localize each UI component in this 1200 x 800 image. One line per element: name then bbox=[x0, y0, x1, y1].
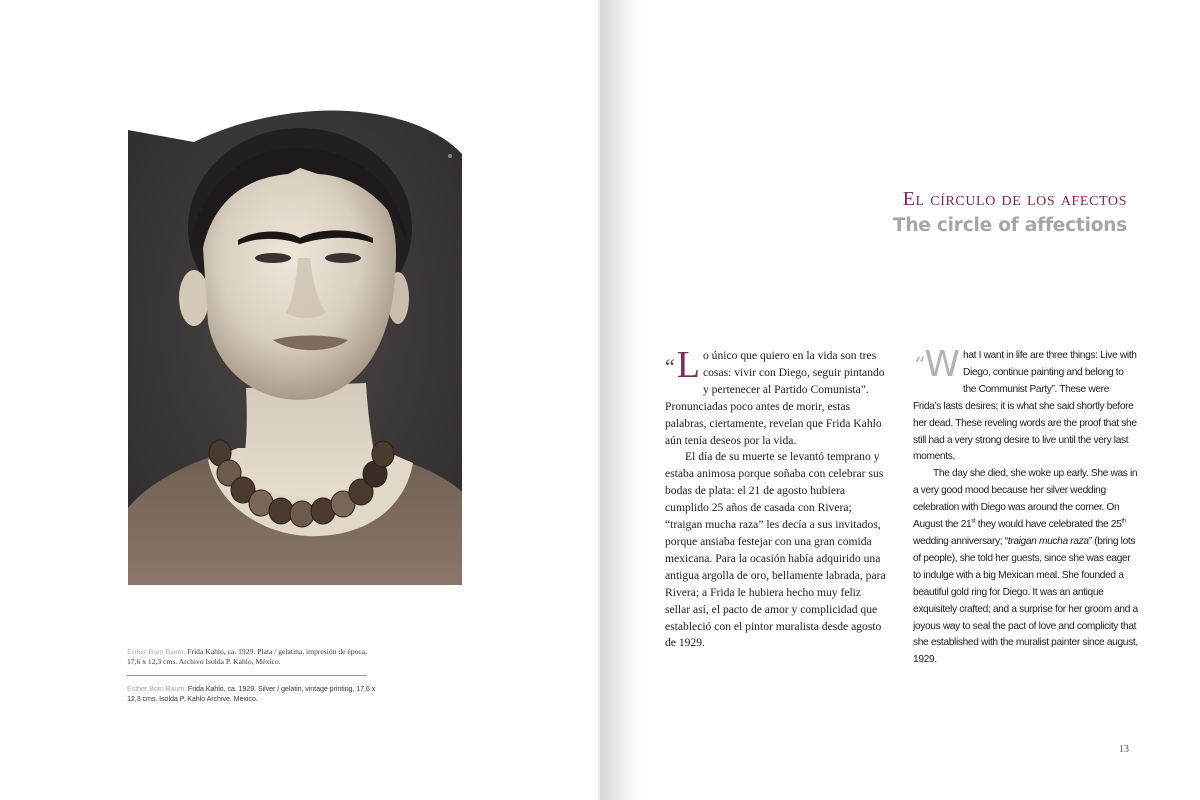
paragraph-text: they would have celebrated the 25 bbox=[975, 519, 1122, 531]
paragraph: El día de su muerte se levantó temprano y estaba animosa porque soñaba con celebrar sus bodas de plata: el 21 de agosto hubiera cumplido 25 años de casada con Rivera; “traigan mucha raza” les decía a sus invitados, porque ansiaba festejar con una gran comida mexicana. Para la ocasión había adquirido una antigua argolla de oro, bellamente labrada, para Rivera; a Frida le hubiera hecho muy feliz sellar así, el pacto de amor y complicidad que estableció con el pintor muralista desde agosto de 1929. bbox=[665, 450, 886, 650]
drop-cap-letter: L bbox=[676, 344, 700, 386]
paragraph-text: o único que quiero en la vida son tres cosas: vivir con Diego, seguir pintando y pertenecer al Partido Comunista”. Pronunciadas poco antes de morir, estas palabras, ciertamente, revelan que Frida Kahlo aún tenía deseos por la vida. bbox=[665, 349, 885, 447]
paragraph-text: The day she died, she woke up early. She was in a very good mood because her silver wedding celebration with Diego was around the corner. On August the 21 bbox=[913, 468, 1138, 531]
italic-phrase: traigan mucha raza bbox=[1007, 535, 1089, 547]
photo-caption-spanish bbox=[127, 647, 377, 667]
page-number: 13 bbox=[1119, 744, 1129, 755]
caption-credit: Esther Born Baum. bbox=[127, 647, 186, 656]
paragraph-text: ” (bring lots of people), she told her guests, since she was eager to indulge with a big Mexican meal. She founded a beautiful gold ring for Diego. It was an antique exquisitely crafted; and a surprise for her groom and a joyous way to seal the pact of love and complicity that she established with the muralist painter since august, 1929. bbox=[913, 535, 1138, 666]
paragraph-text: wedding anniversary; “ bbox=[913, 535, 1008, 547]
paragraph bbox=[913, 344, 1139, 466]
portrait-photo bbox=[128, 108, 463, 585]
caption-text: Frida Kahlo, ca. 1929. Silver / gelatin, vintage printing, 17,6 x 12,3 cms. Isolda P. Kahlo Archive. Mexico. bbox=[127, 684, 376, 703]
caption-text: Frida Kahlo, ca. 1929. Plata / gelatina, impresión de época, 17,6 x 12,3 cms. Archivo Isolda P. Kahlo, México. bbox=[127, 647, 367, 666]
chapter-title-spanish: El círculo de los afectos bbox=[902, 188, 1127, 210]
paragraph bbox=[665, 344, 887, 449]
open-quote: “ bbox=[913, 354, 924, 379]
caption-divider bbox=[127, 675, 367, 676]
paragraph bbox=[913, 466, 1139, 669]
text-column-spanish bbox=[665, 344, 887, 652]
chapter-title-english: The circle of affections bbox=[892, 215, 1127, 236]
text-column-english bbox=[913, 344, 1139, 669]
open-quote: “ bbox=[665, 354, 675, 379]
drop-cap bbox=[665, 344, 700, 386]
paragraph-text: hat I want in life are three things: Live with Diego, continue painting and belong to the Communist Party”. These were Frida’s lasts desires; it is what she said shortly before her dead. These reveling words are the proof that she still had a very strong desire to live until the very last moments. bbox=[913, 350, 1137, 463]
ordinal-suffix: st bbox=[971, 518, 976, 525]
drop-cap bbox=[913, 344, 960, 385]
ordinal-suffix: th bbox=[1121, 518, 1126, 525]
caption-credit: Esther Born Baum. bbox=[127, 684, 187, 693]
drop-cap-letter: W bbox=[924, 344, 960, 385]
photo-caption-english bbox=[127, 684, 377, 704]
